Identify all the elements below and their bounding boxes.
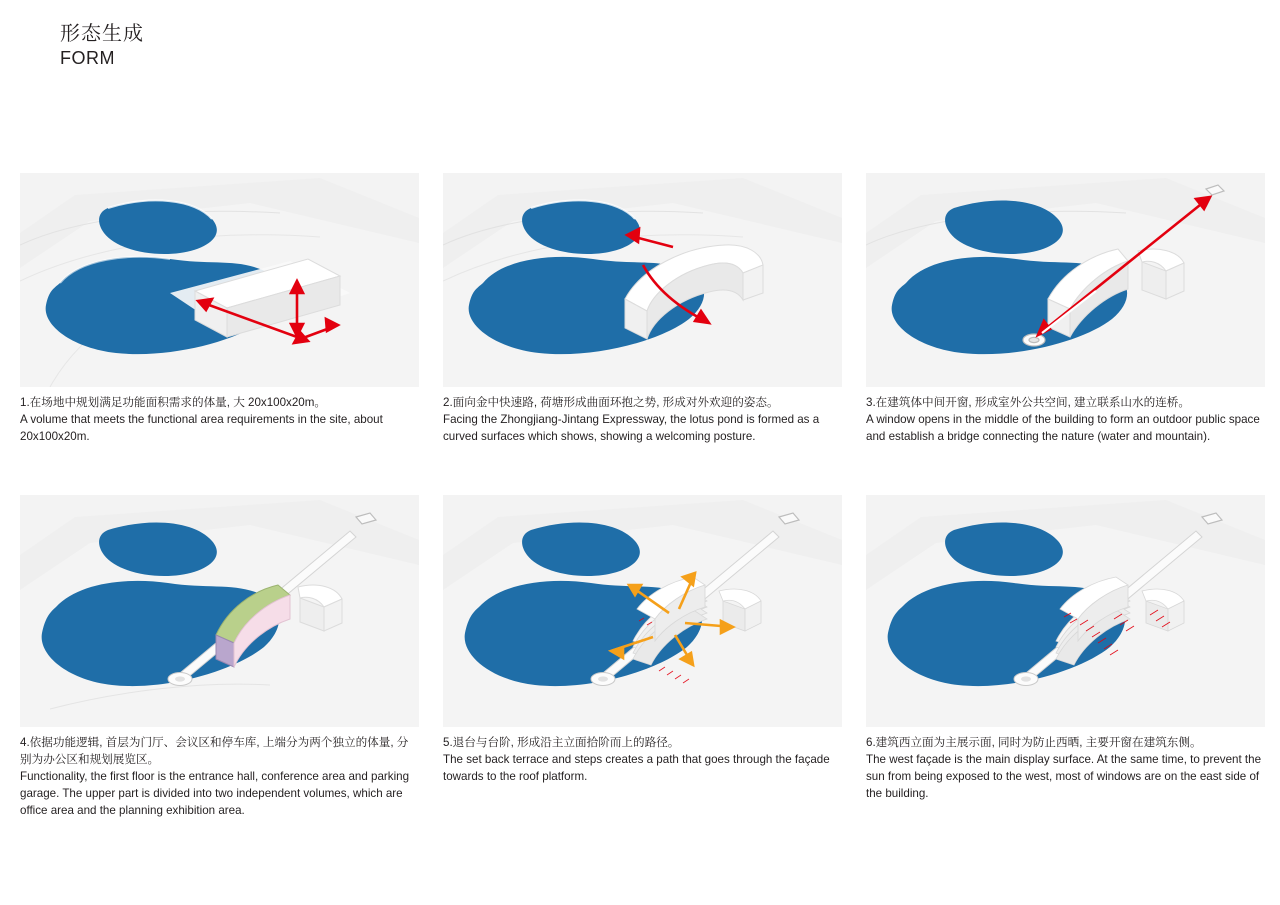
- panel-3-caption-en: A window opens in the middle of the building to form an outdoor public space and establish a bridge connecting the nature (water and mountain).: [866, 412, 1260, 443]
- panel-4: [20, 495, 419, 819]
- panel-2-figure: [443, 173, 842, 387]
- panel-2-caption: [443, 395, 842, 445]
- page-title-cn: 形态生成: [60, 23, 144, 45]
- panel-1: [20, 173, 419, 445]
- panel-3-caption: [866, 395, 1265, 445]
- panel-6-scene: [866, 495, 1265, 727]
- panel-1-figure: [20, 173, 419, 387]
- panel-5-caption-cn: 5.退台与台阶, 形成沿主立面拾阶而上的路径。: [443, 736, 680, 750]
- panel-6-caption-cn: 6.建筑西立面为主展示面, 同时为防止西晒, 主要开窗在建筑东侧。: [866, 736, 1202, 750]
- panel-5-caption: [443, 735, 842, 785]
- panel-5-scene: [443, 495, 842, 727]
- panel-3: [866, 173, 1265, 445]
- panel-6-figure: [866, 495, 1265, 727]
- panel-4-caption: [20, 735, 419, 819]
- panel-6-caption-en: The west façade is the main display surface. At the same time, to prevent the sun from being exposed to the west, most of windows are on the east side of the building.: [866, 753, 1262, 800]
- panel-4-caption-en: Functionality, the first floor is the entrance hall, conference area and parking garage. The upper part is divided into two independent volumes, which are office area and the planning exhibition area.: [20, 769, 410, 817]
- panel-1-scene: [20, 173, 419, 387]
- panel-1-caption: [20, 395, 419, 445]
- panel-6: [866, 495, 1265, 819]
- panel-grid: [20, 173, 1265, 819]
- panel-5: [443, 495, 842, 819]
- panel-1-caption-cn: 1.在场地中规划满足功能面积需求的体量, 大 20x100x20m。: [20, 396, 327, 409]
- panel-3-scene: [866, 173, 1265, 387]
- panel-3-caption-cn: 3.在建筑体中间开窗, 形成室外公共空间, 建立联系山水的连桥。: [866, 396, 1190, 409]
- panel-row-2: [20, 495, 1265, 819]
- panel-2-caption-cn: 2.面向金中快速路, 荷塘形成曲面环抱之势, 形成对外欢迎的姿态。: [443, 396, 779, 409]
- panel-3-figure: [866, 173, 1265, 387]
- panel-2: [443, 173, 842, 445]
- panel-4-caption-cn: 4.依据功能逻辑, 首层为门厅、会议区和停车库, 上端分为两个独立的体量, 分别为办公区和规划展览区。: [20, 736, 409, 767]
- panel-5-figure: [443, 495, 842, 727]
- panel-5-caption-en: The set back terrace and steps creates a path that goes through the façade towards to the roof platform.: [443, 753, 830, 783]
- panel-4-figure: [20, 495, 419, 727]
- page-title-en: FORM: [60, 48, 115, 68]
- panel-2-caption-en: Facing the Zhongjiang-Jintang Expressway, the lotus pond is formed as a curved surfaces which shows, showing a welcoming posture.: [443, 412, 820, 443]
- panel-row-1: [20, 173, 1265, 445]
- panel-6-caption: [866, 735, 1265, 802]
- panel-1-caption-en: A volume that meets the functional area requirements in the site, about 20x100x20m.: [20, 412, 383, 443]
- panel-4-scene: [20, 495, 419, 727]
- page-title: [60, 22, 144, 70]
- panel-2-scene: [443, 173, 842, 387]
